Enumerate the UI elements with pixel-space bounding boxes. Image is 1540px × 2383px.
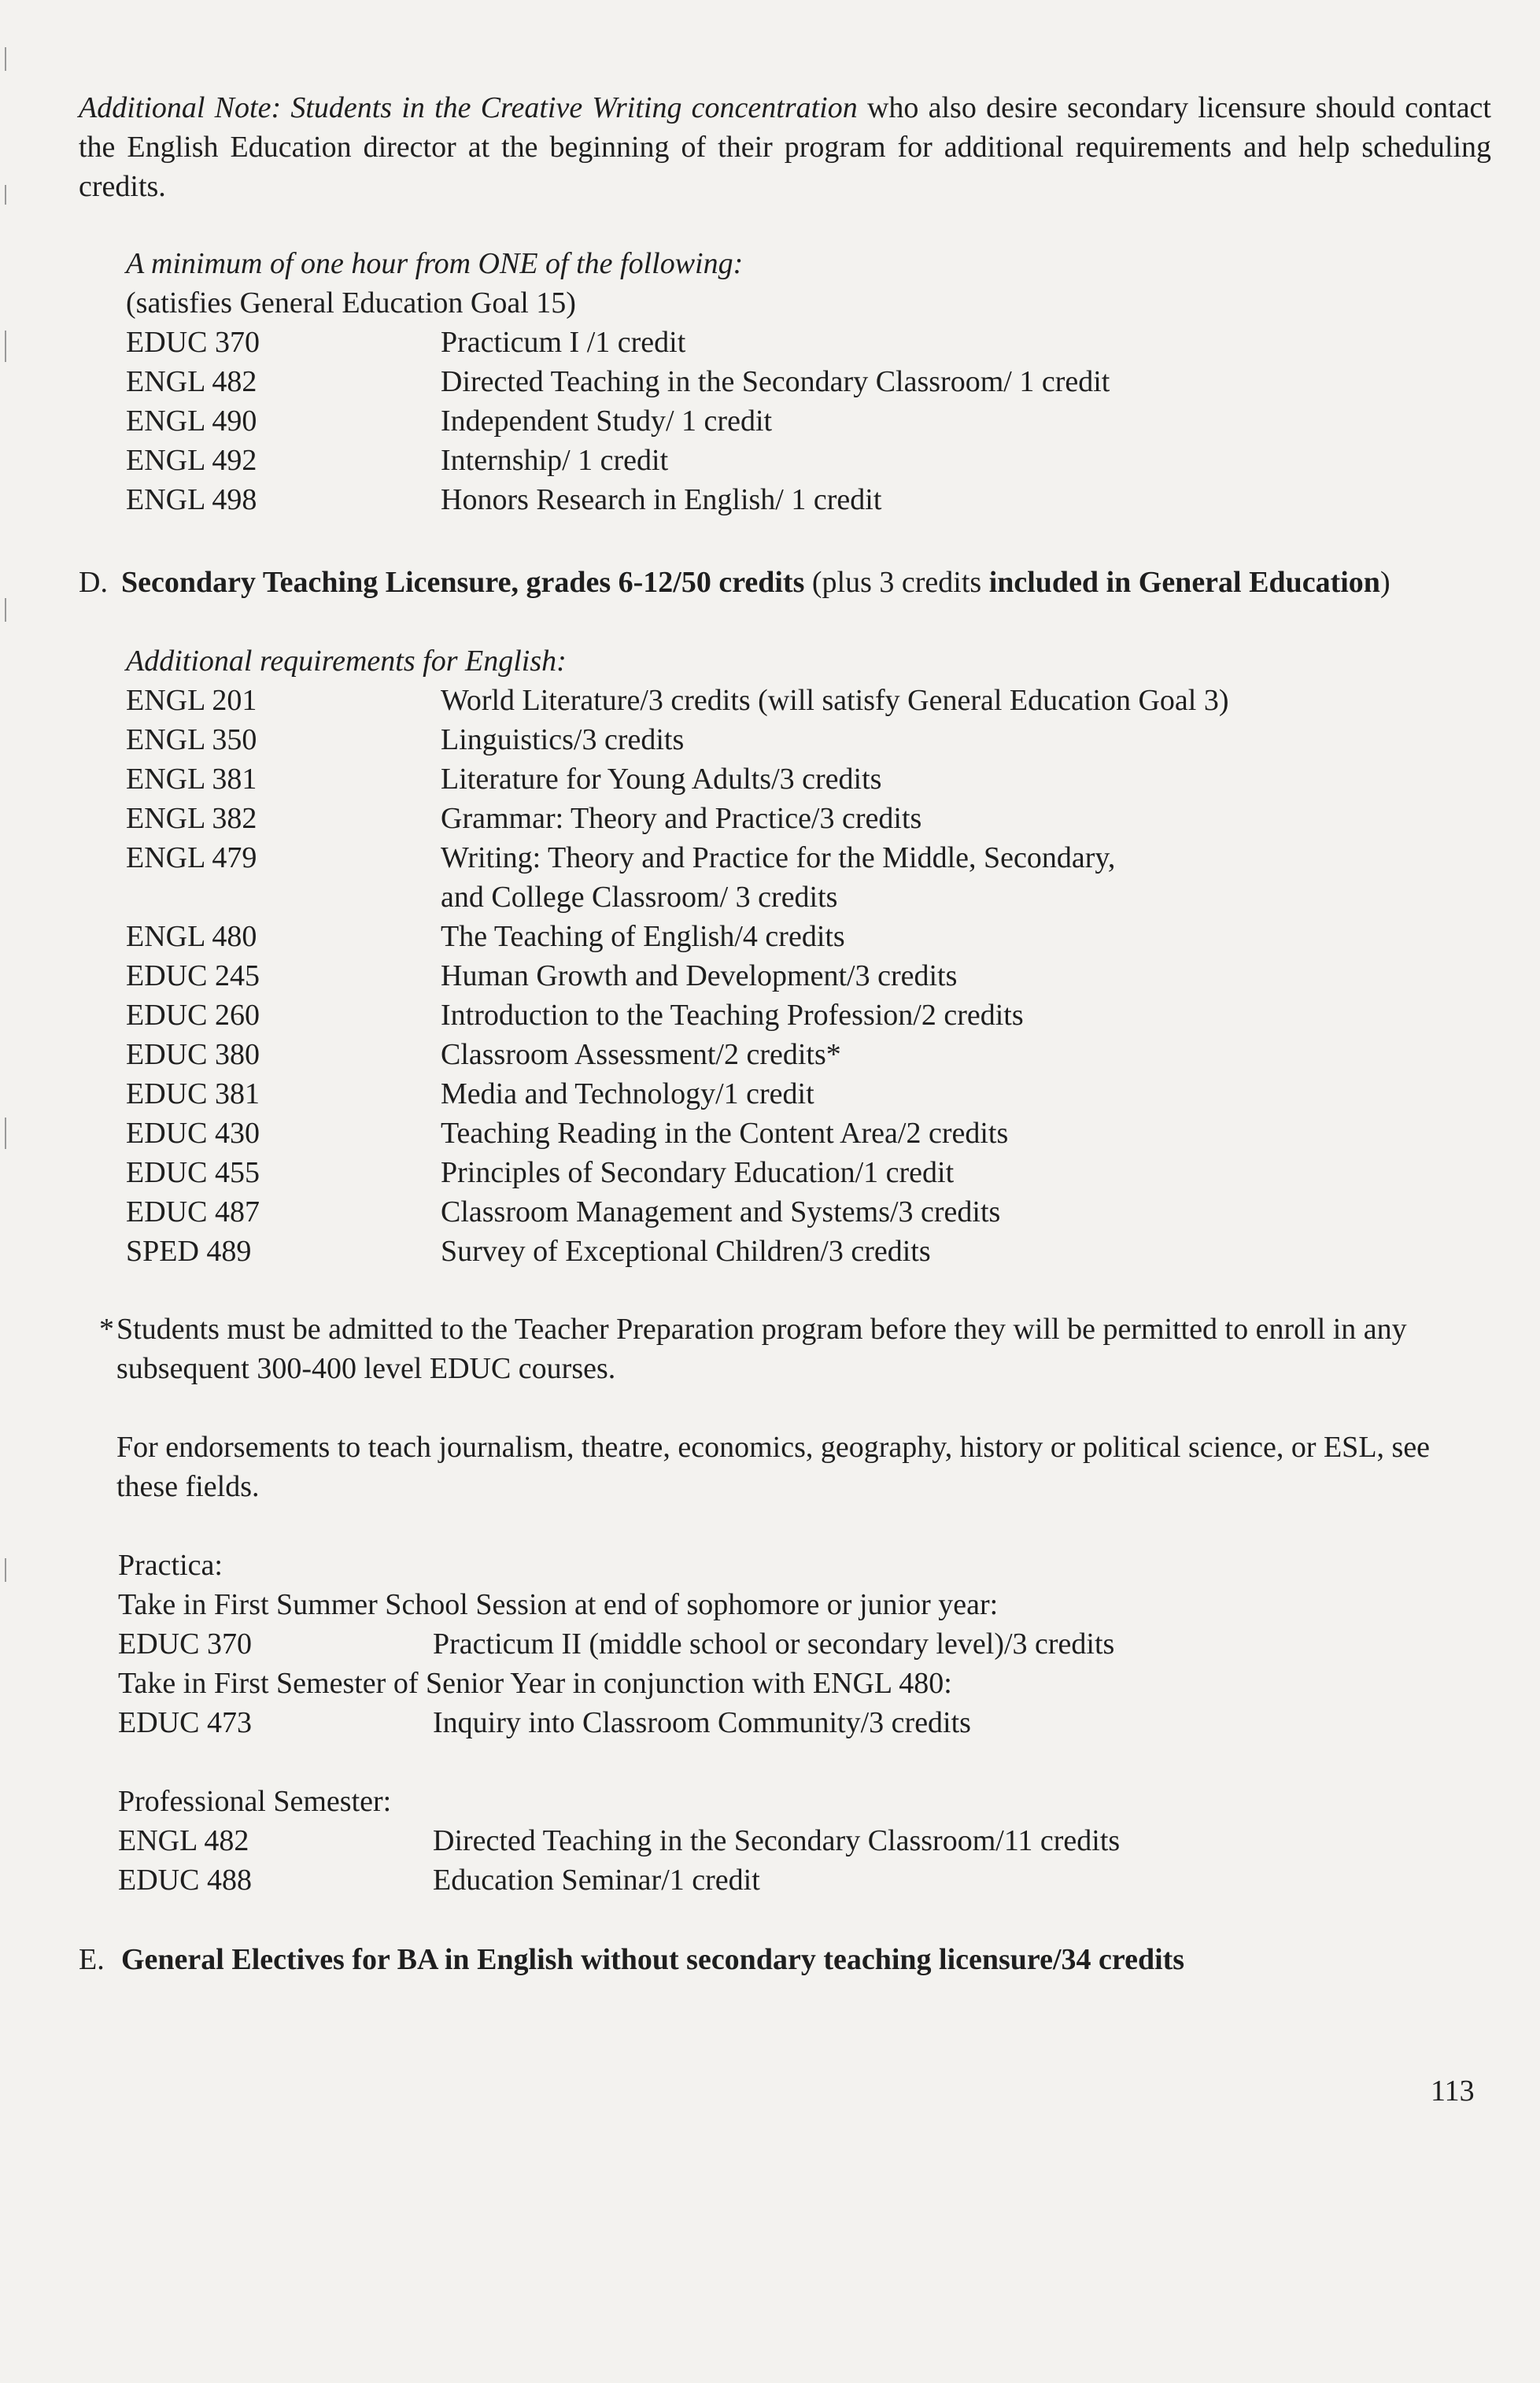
course-description: The Teaching of English/4 credits (441, 920, 845, 953)
additional-requirements-heading: Additional requirements for English: (126, 645, 567, 678)
minimum-hour-block (126, 244, 1464, 519)
course-code: EDUC 370 (118, 1627, 252, 1661)
course-code: EDUC 488 (118, 1864, 252, 1897)
course-description: Principles of Secondary Education/1 credit (441, 1156, 955, 1189)
footnote-text: Students must be admitted to the Teacher Preparation program before they will be permitted to enroll in any subsequent 300-400 level EDUC courses. (116, 1313, 1407, 1385)
page-number: 113 (1431, 2075, 1475, 2108)
course-row (126, 996, 1464, 1035)
section-e-heading (79, 1940, 1184, 1979)
course-code: ENGL 350 (126, 723, 257, 756)
footnote-asterisk: * (99, 1313, 114, 1346)
course-description: World Literature/3 credits (will satisfy General Education Goal 3) (441, 684, 1229, 717)
additional-note-lead: Additional Note: Students in the Creative Writing concentration (79, 91, 858, 124)
course-row (126, 323, 1464, 362)
course-row (126, 799, 1464, 838)
course-description: Grammar: Theory and Practice/3 credits (441, 802, 922, 835)
course-row (126, 441, 1464, 480)
course-row (126, 1232, 1464, 1271)
section-e-title: General Electives for BA in English without secondary teaching licensure/34 credits (121, 1943, 1185, 1976)
course-description: Teaching Reading in the Content Area/2 credits (441, 1117, 1009, 1150)
course-code: EDUC 380 (126, 1038, 260, 1071)
course-description: Honors Research in English/ 1 credit (441, 483, 882, 516)
course-description: Directed Teaching in the Secondary Classroom/11 credits (433, 1824, 1121, 1857)
practica-block (118, 1546, 1456, 1742)
course-description: Directed Teaching in the Secondary Classroom/ 1 credit (441, 365, 1110, 398)
course-row (126, 917, 1464, 956)
scan-edge-mark (5, 47, 6, 71)
course-code: ENGL 201 (126, 684, 257, 717)
course-row (118, 1860, 1456, 1900)
course-description: Writing: Theory and Practice for the Middle, Secondary, and College Classroom/ 3 credits (441, 841, 1116, 914)
course-row (126, 759, 1464, 799)
course-code: ENGL 482 (126, 365, 257, 398)
course-code: EDUC 381 (126, 1077, 260, 1110)
section-d-courses (126, 641, 1464, 1271)
course-description: Introduction to the Teaching Profession/2 credits (441, 999, 1024, 1032)
scan-edge-mark (5, 598, 6, 622)
scan-edge-mark (5, 185, 6, 205)
course-code: ENGL 492 (126, 444, 257, 477)
course-row (126, 1035, 1464, 1074)
course-code: ENGL 479 (126, 841, 257, 874)
course-row (118, 1624, 1456, 1664)
course-code: EDUC 260 (126, 999, 260, 1032)
course-description: Linguistics/3 credits (441, 723, 685, 756)
course-row (118, 1821, 1456, 1860)
course-row (126, 1074, 1464, 1114)
practica-line-2: Take in First Semester of Senior Year in conjunction with ENGL 480: (118, 1667, 952, 1700)
course-description: Classroom Management and Systems/3 credits (441, 1195, 1001, 1228)
course-code: ENGL 490 (126, 405, 257, 438)
course-description: Internship/ 1 credit (441, 444, 669, 477)
section-d-included: included in General Education (988, 566, 1380, 599)
additional-note-body: who also desire secondary licensure should contact the English Education director at the beginning of their program for additional requirements and help scheduling credits. (79, 91, 1491, 203)
course-code: ENGL 480 (126, 920, 257, 953)
practica-line-1: Take in First Summer School Session at end of sophomore or junior year: (118, 1588, 999, 1621)
course-row (126, 1114, 1464, 1153)
course-row (126, 480, 1464, 519)
course-description: Education Seminar/1 credit (433, 1864, 760, 1897)
minimum-subheading: (satisfies General Education Goal 15) (126, 286, 576, 320)
scan-edge-mark (5, 1118, 6, 1149)
course-code: ENGL 482 (118, 1824, 249, 1857)
course-row (126, 1192, 1464, 1232)
course-description: Classroom Assessment/2 credits* (441, 1038, 841, 1071)
section-d-paren-open: (plus 3 credits (804, 566, 989, 599)
course-description: Inquiry into Classroom Community/3 credits (433, 1706, 971, 1739)
course-code: EDUC 430 (126, 1117, 260, 1150)
course-code: ENGL 498 (126, 483, 257, 516)
course-description: Independent Study/ 1 credit (441, 405, 773, 438)
section-d-letter: D. (79, 566, 108, 599)
section-d-title: Secondary Teaching Licensure, grades 6-12/50 credits (121, 566, 805, 599)
professional-semester-block (118, 1782, 1456, 1900)
course-row (126, 720, 1464, 759)
course-row (126, 838, 1464, 917)
endorsements-note: For endorsements to teach journalism, theatre, economics, geography, history or political science, or ESL, see these fields. (116, 1431, 1431, 1503)
course-code: ENGL 382 (126, 802, 257, 835)
section-d-paren-close: ) (1379, 566, 1390, 599)
course-row (126, 1153, 1464, 1192)
scan-edge-mark (5, 331, 6, 362)
professional-semester-label: Professional Semester: (118, 1785, 392, 1818)
course-code: EDUC 473 (118, 1706, 252, 1739)
course-description: Practicum I /1 credit (441, 326, 686, 359)
course-description: Media and Technology/1 credit (441, 1077, 814, 1110)
practica-label: Practica: (118, 1549, 223, 1582)
course-code: SPED 489 (126, 1235, 252, 1268)
additional-note (79, 88, 1491, 206)
course-row (126, 401, 1464, 441)
course-code: EDUC 455 (126, 1156, 260, 1189)
course-row (126, 956, 1464, 996)
course-code: EDUC 487 (126, 1195, 260, 1228)
course-description: Survey of Exceptional Children/3 credits (441, 1235, 931, 1268)
course-row (118, 1703, 1456, 1742)
course-row (126, 362, 1464, 401)
course-description: Human Growth and Development/3 credits (441, 959, 958, 992)
course-row (126, 681, 1464, 720)
scan-edge-mark (5, 1558, 6, 1582)
course-description: Literature for Young Adults/3 credits (441, 763, 882, 796)
course-code: EDUC 370 (126, 326, 260, 359)
course-description: Practicum II (middle school or secondary level)/3 credits (433, 1627, 1115, 1661)
section-d-heading (79, 563, 1390, 602)
admission-footnote (99, 1310, 1494, 1388)
minimum-heading: A minimum of one hour from ONE of the following: (126, 247, 744, 280)
course-code: ENGL 381 (126, 763, 257, 796)
section-e-letter: E. (79, 1943, 105, 1976)
course-code: EDUC 245 (126, 959, 260, 992)
